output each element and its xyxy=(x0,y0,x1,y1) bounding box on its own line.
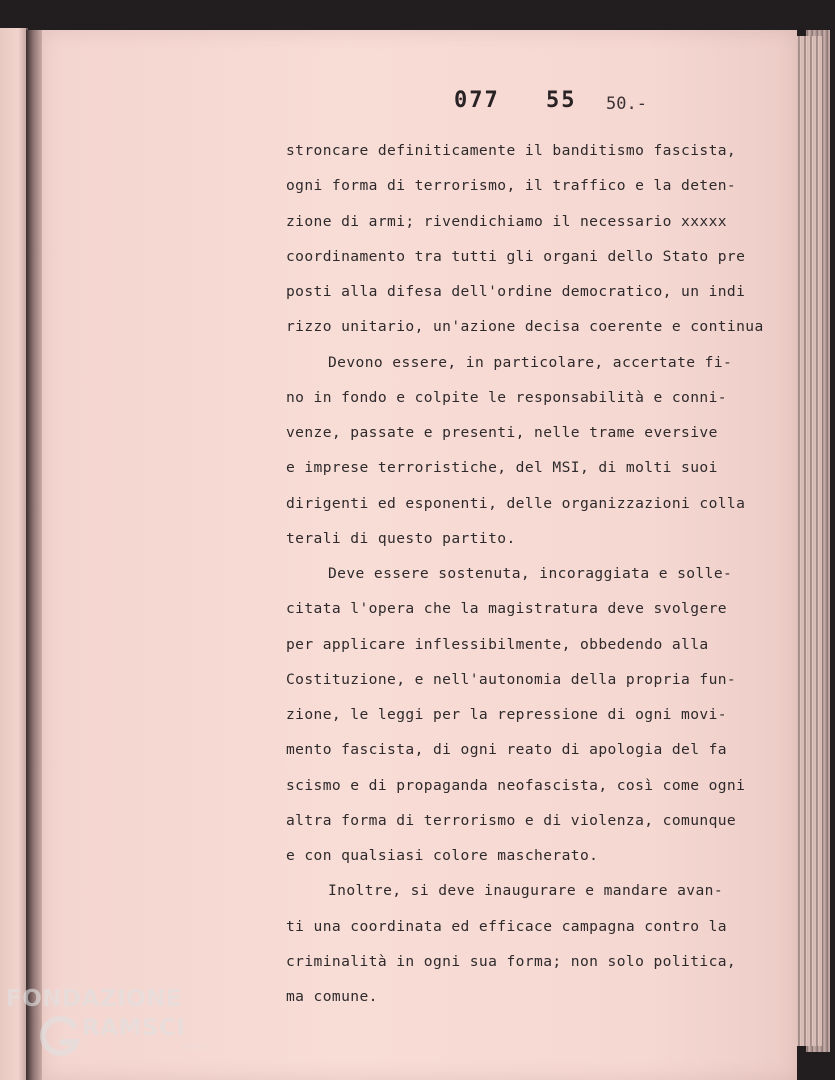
text-line: dirigenti ed esponenti, delle organizzazioni colla xyxy=(286,494,746,512)
text-line: ti una coordinata ed efficace campagna contro la xyxy=(286,917,727,935)
archive-number: 077 xyxy=(454,88,500,113)
text-line: coordinamento tra tutti gli organi dello Stato pre xyxy=(286,247,746,265)
typewritten-page xyxy=(42,30,797,1080)
text-line: citata l'opera che la magistratura deve svolgere xyxy=(286,600,727,618)
text-line: Costituzione, e nell'autonomia della propria fun- xyxy=(286,670,737,688)
text-line: per applicare inflessibilmente, obbedendo alla xyxy=(286,635,709,653)
sheet-number: 55 xyxy=(546,88,577,113)
text-line: venze, passate e presenti, nelle trame eversive xyxy=(286,424,718,441)
watermark-line2: RAMSCI xyxy=(82,1015,186,1041)
text-line: ogni forma di terrorismo, il traffico e la deten- xyxy=(286,177,737,195)
text-line: no in fondo e colpite le responsabilità e conni- xyxy=(286,388,727,406)
text-line: Inoltre, si deve inaugurare e mandare avan- xyxy=(328,882,724,900)
text-line: criminalità in ogni sua forma; non solo politica, xyxy=(286,952,737,970)
body-text xyxy=(286,133,816,1014)
text-line: altra forma di terrorismo e di violenza, comunque xyxy=(286,811,737,829)
text-line: e con qualsiasi colore mascherato. xyxy=(286,847,599,864)
text-line: stroncare definiticamente il banditismo fascista, xyxy=(286,142,737,159)
gramsci-g-logo-icon xyxy=(38,1014,82,1058)
watermark-line1: FONDAZIONE xyxy=(6,986,183,1012)
text-line: mento fascista, di ogni reato di apologia del fa xyxy=(286,741,727,759)
text-line: zione, le leggi per la repressione di ogni movi- xyxy=(286,706,727,723)
text-line: Deve essere sostenuta, incoraggiata e solle- xyxy=(328,565,733,582)
fondazione-gramsci-watermark xyxy=(6,986,206,1066)
text-line: zione di armi; rivendichiamo il necessario xxxxx xyxy=(286,212,727,230)
watermark-suffix: onlus xyxy=(182,1042,206,1051)
text-line: scismo e di propaganda neofascista, così come ogni xyxy=(286,776,746,794)
previous-page-edge xyxy=(0,28,28,1080)
text-line: terali di questo partito. xyxy=(286,529,516,547)
text-line: rizzo unitario, un'azione decisa coerente e continua xyxy=(286,318,764,336)
text-line: ma comune. xyxy=(286,988,378,1005)
page-number: 50.- xyxy=(606,94,647,114)
text-line: Devono essere, in particolare, accertate fi- xyxy=(328,353,733,371)
text-line: e imprese terroristiche, del MSI, di molti suoi xyxy=(286,459,718,477)
text-line: posti alla difesa dell'ordine democratico, un indi xyxy=(286,283,746,300)
